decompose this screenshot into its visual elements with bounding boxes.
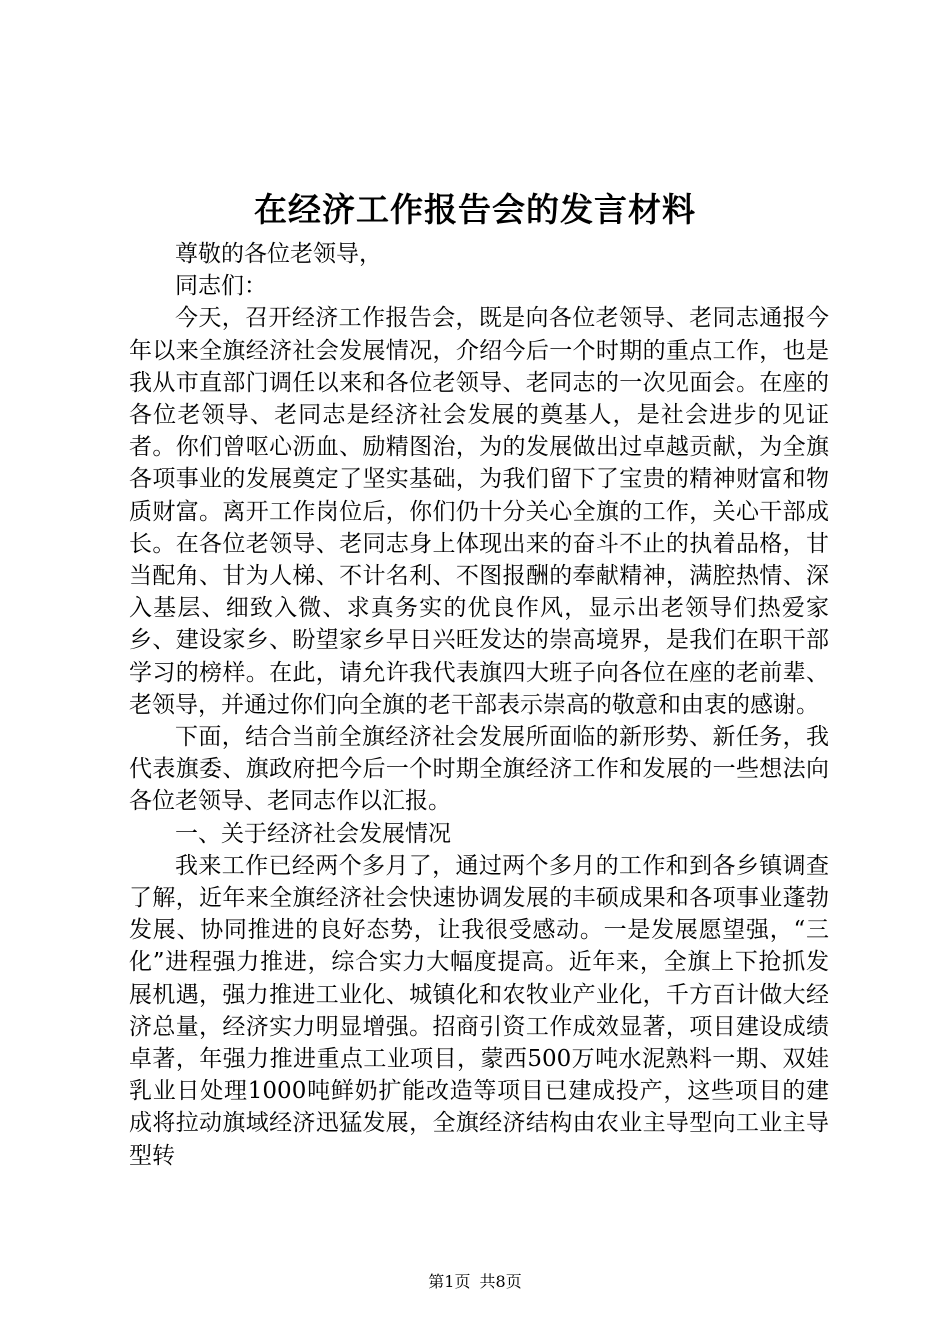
document-title: 在经济工作报告会的发言材料 [254, 190, 696, 229]
page-footer [0, 1271, 950, 1293]
salutation-line: 同志们： [175, 273, 267, 300]
page-number: 第1页 [428, 1272, 471, 1291]
document-body [129, 238, 829, 1172]
body-paragraph: 我来工作已经两个多月了，通过两个多月的工作和到各乡镇调查了解，近年来全旗经济社会快速协调发展的丰硕成果和各项事业蓬勃发展、协同推进的良好态势，让我很受感动。一是发展愿望强，“三化”进程强力推进，综合实力大幅度提高。近年来，全旗上下抢抓发展机遇，强力推进工业化、城镇化和农牧业产业化，千方百计做大经济总量，经济实力明显增强。招商引资工作成效显著，项目建设成绩卓著，年强力推进重点工业项目，蒙西500万吨水泥熟料一期、双娃乳业日处理1000吨鲜奶扩能改造等项目已建成投产，这些项目的建成将拉动旗域经济迅猛发展，全旗经济结构由农业主导型向工业主导型转 [129, 852, 829, 1169]
body-paragraph: 下面，结合当前全旗经济社会发展所面临的新形势、新任务，我代表旗委、旗政府把今后一个时期全旗经济工作和发展的一些想法向各位老领导、老同志作以汇报。 [129, 724, 829, 815]
section-heading: 一、关于经济社会发展情况 [175, 820, 451, 847]
body-paragraph: 今天，召开经济工作报告会，既是向各位老领导、老同志通报今年以来全旗经济社会发展情况，介绍今后一个时期的重点工作，也是我从市直部门调任以来和各位老领导、老同志的一次见面会。在座的各位老领导、老同志是经济社会发展的奠基人，是社会进步的见证者。你们曾呕心沥血、励精图治，为的发展做出过卓越贡献，为全旗各项事业的发展奠定了坚实基础，为我们留下了宝贵的精神财富和物质财富。离开工作岗位后，你们仍十分关心全旗的工作，关心干部成长。在各位老领导、老同志身上体现出来的奋斗不止的执着品格，甘当配角、甘为人梯、不计名利、不图报酬的奉献精神，满腔热情、深入基层、细致入微、求真务实的优良作风，显示出老领导们热爱家乡、建设家乡、盼望家乡早日兴旺发达的崇高境界，是我们在职干部学习的榜样。在此，请允许我代表旗四大班子向各位在座的老前辈、老领导，并通过你们向全旗的老干部表示崇高的敬意和由衷的感谢。 [129, 305, 829, 718]
salutation-line: 尊敬的各位老领导， [175, 241, 382, 267]
page-total: 共8页 [479, 1272, 522, 1291]
